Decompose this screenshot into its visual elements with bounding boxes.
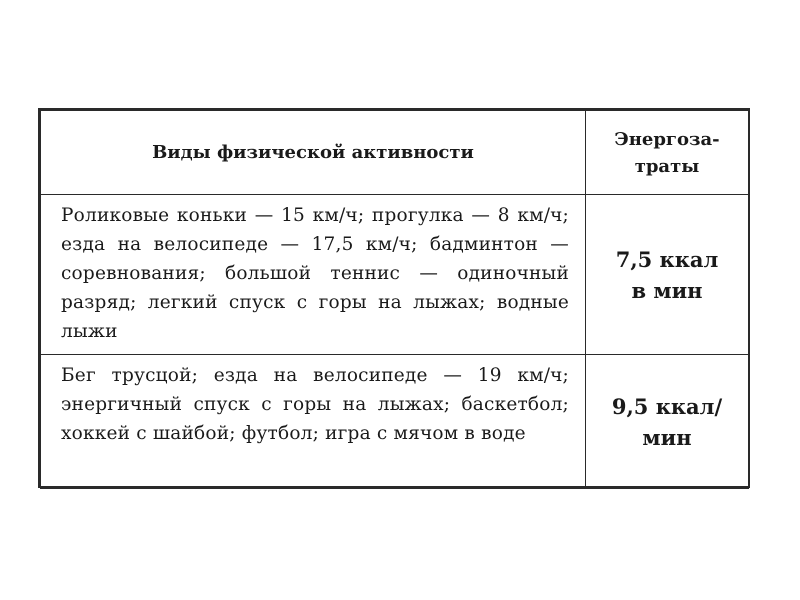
energy-value-line2: в мин — [631, 277, 703, 303]
activity-cell: Роликовые коньки — 15 км/ч; прогулка — 8 км/ч; езда на велосипеде — 17,5 км/ч; бадминтон — соревнования; большой теннис — одиночный разряд; легкий спуск с горы на лыжах; водные лыжи — [41, 195, 586, 355]
header-energy-line1: Энергоза- — [614, 128, 720, 150]
energy-cell — [586, 195, 749, 355]
energy-value-line1: 7,5 ккал — [615, 246, 719, 272]
activity-energy-table — [38, 108, 750, 488]
energy-value-line1: 9,5 ккал/ — [611, 393, 723, 419]
energy-cell — [586, 355, 749, 489]
activity-cell: Бег трусцой; езда на велосипеде — 19 км/ч; энергичный спуск с горы на лыжах; баскетбол; хоккей с шайбой; футбол; игра с мячом в воде — [41, 355, 586, 489]
table-header-row — [41, 111, 749, 195]
table-row — [41, 355, 749, 489]
header-energy — [586, 111, 749, 195]
table-row — [41, 195, 749, 355]
energy-value-line2: мин — [642, 424, 692, 450]
table — [40, 110, 749, 489]
header-energy-line2: траты — [634, 155, 700, 177]
header-activity: Виды физической активности — [41, 111, 586, 195]
